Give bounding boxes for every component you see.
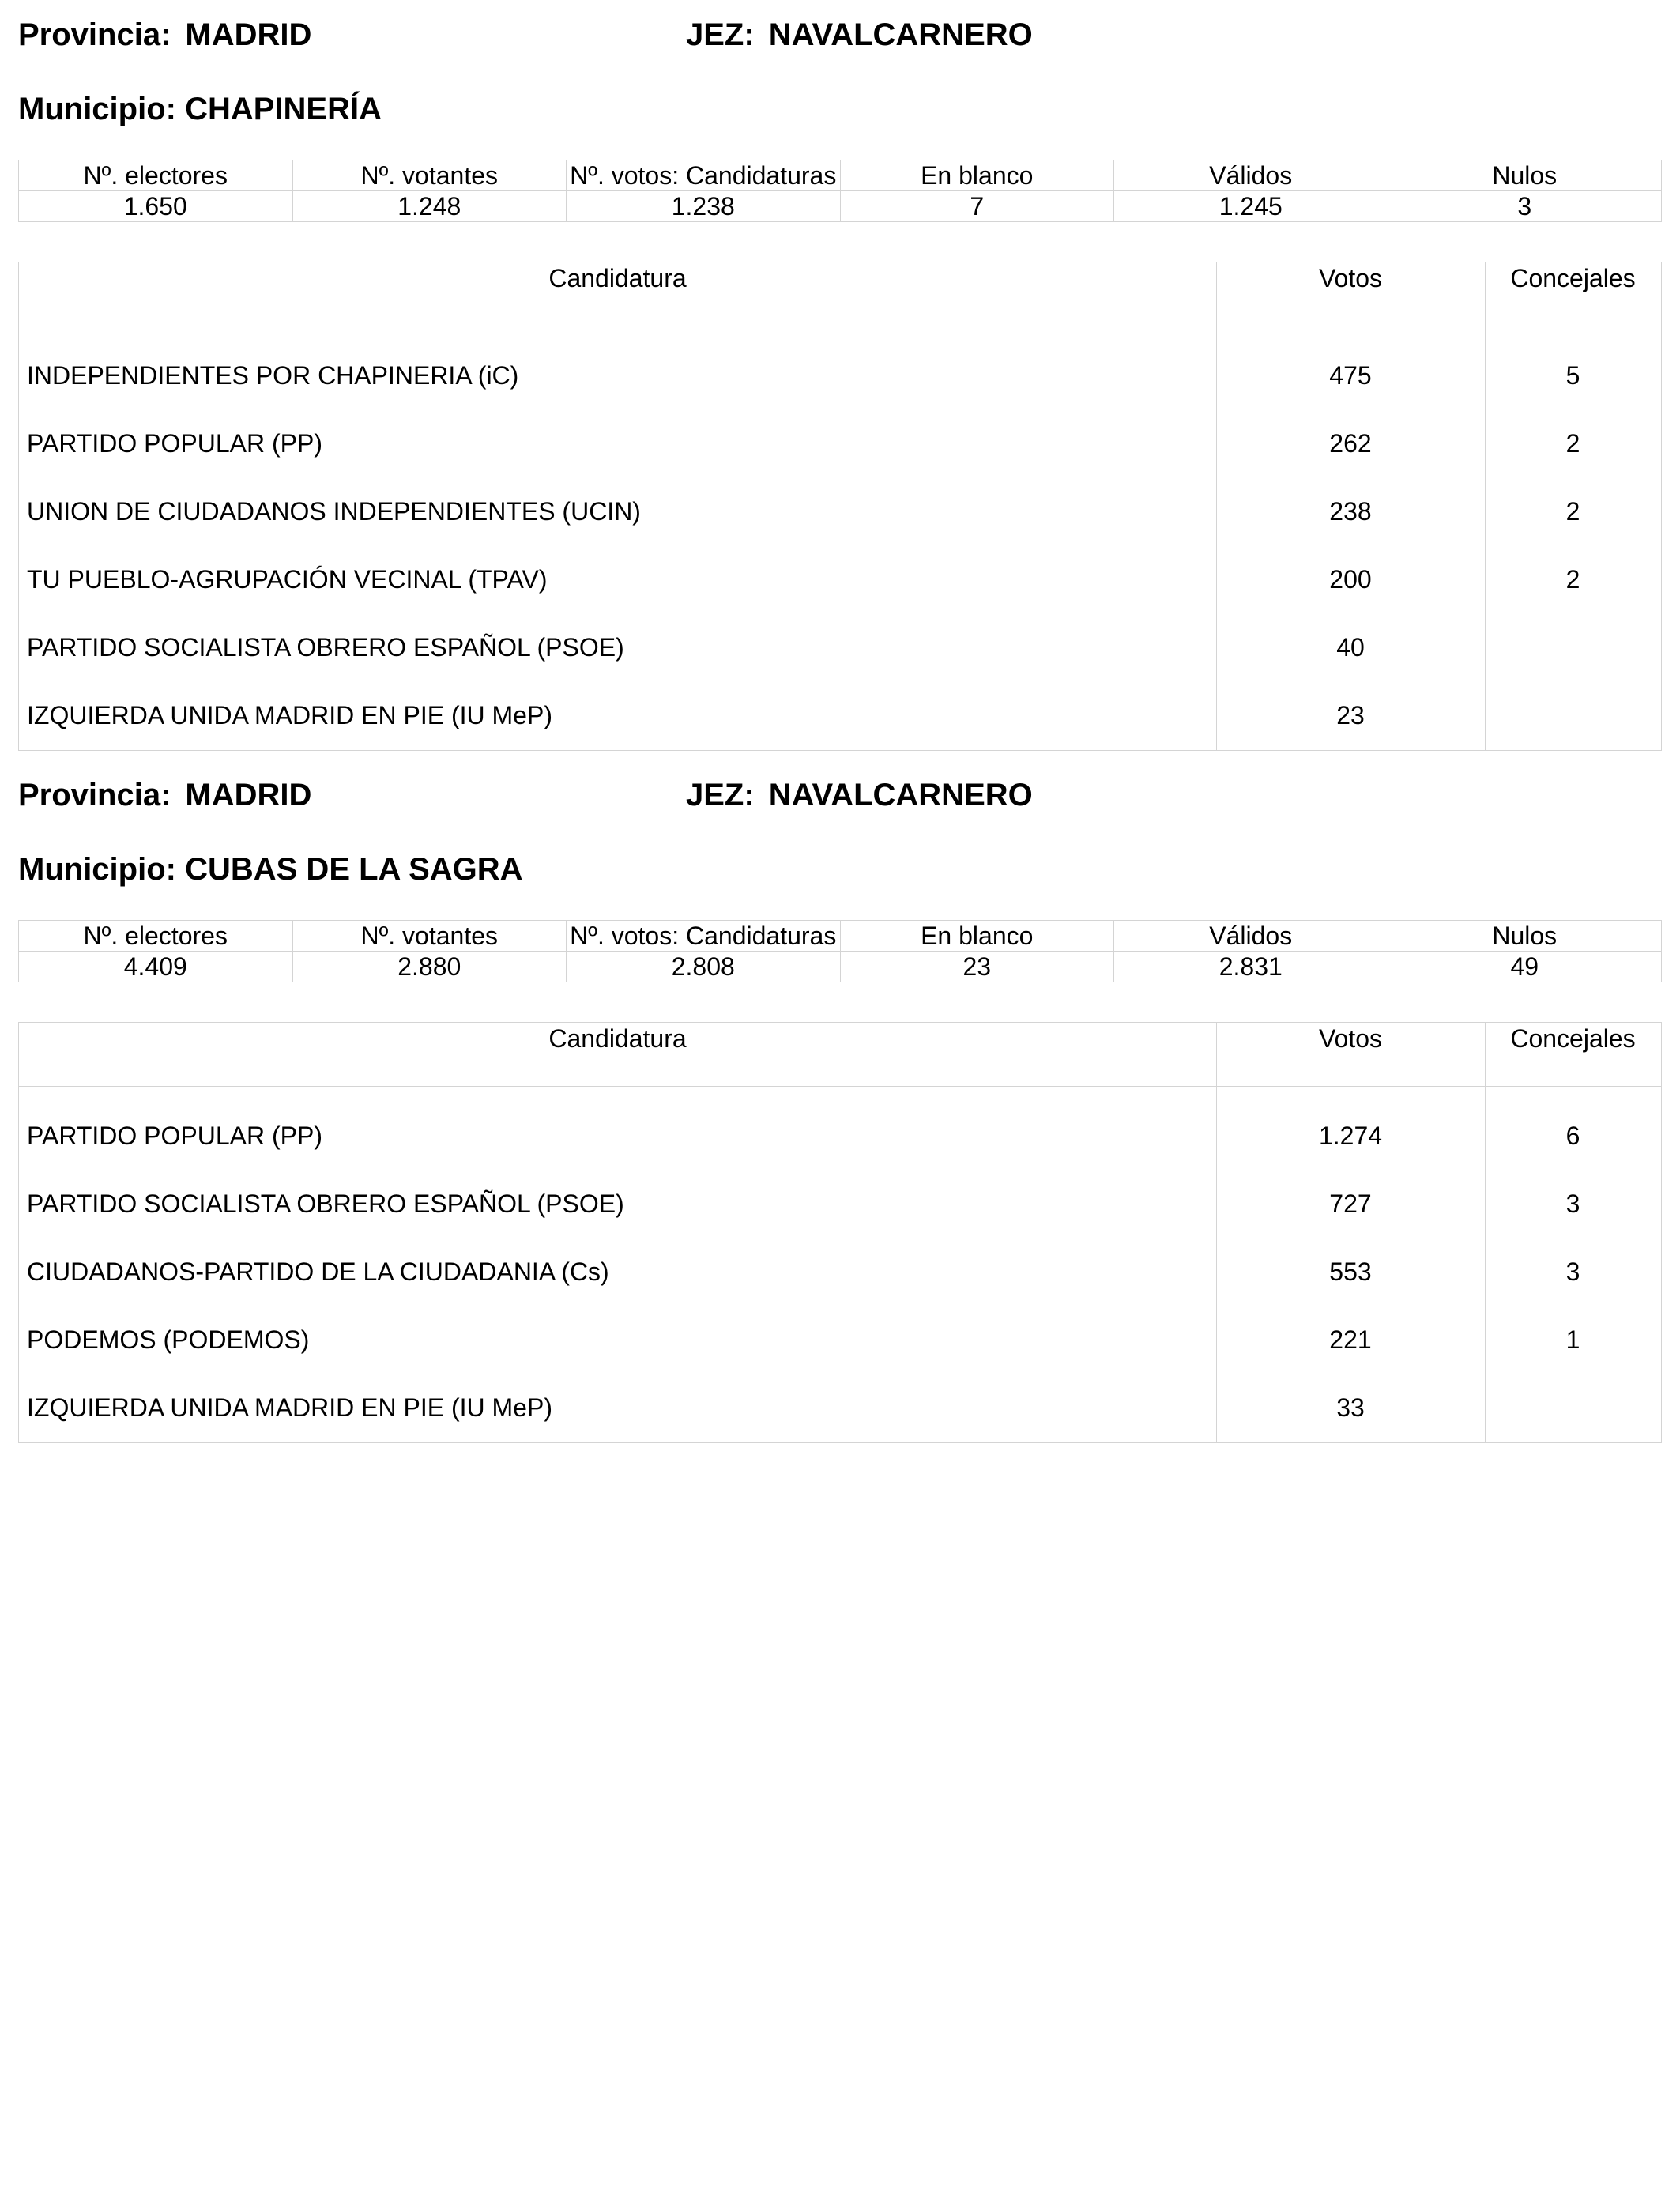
party-name: IZQUIERDA UNIDA MADRID EN PIE (IU MeP) [27, 1393, 552, 1422]
results-body [19, 1087, 1661, 1442]
stats-value-votos-candidaturas: 2.808 [567, 952, 841, 982]
party-votes: 727 [1329, 1189, 1372, 1218]
stats-header-row [19, 921, 1662, 952]
header-concejales: Concejales [1510, 1024, 1636, 1053]
party-votes: 40 [1336, 633, 1365, 662]
party-name: CIUDADANOS-PARTIDO DE LA CIUDADANIA (Cs) [27, 1257, 609, 1286]
table-row [19, 1238, 1661, 1306]
municipio-line [18, 854, 523, 885]
provincia-label: Provincia: [18, 17, 171, 52]
municipio-line [18, 93, 382, 125]
jez-value: NAVALCARNERO [768, 17, 1033, 52]
provincia-value: MADRID [185, 17, 312, 52]
table-row [19, 1103, 1661, 1171]
stats-value-validos: 2.831 [1114, 952, 1388, 982]
header-votos: Votos [1318, 264, 1383, 292]
party-name: PARTIDO POPULAR (PP) [27, 429, 322, 458]
party-name: PARTIDO SOCIALISTA OBRERO ESPAÑOL (PSOE) [27, 633, 624, 662]
stats-header-votos-candidaturas: Nº. votos: Candidaturas [567, 921, 841, 952]
party-name: TU PUEBLO-AGRUPACIÓN VECINAL (TPAV) [27, 565, 548, 594]
stats-header-electores: Nº. electores [19, 160, 293, 191]
party-votes: 200 [1329, 565, 1372, 594]
party-votes: 33 [1336, 1393, 1365, 1422]
stats-value-row [19, 191, 1662, 222]
table-row [19, 1171, 1661, 1238]
stats-value-nulos: 3 [1388, 191, 1662, 222]
table-row [19, 546, 1661, 614]
header-candidatura: Candidatura [548, 264, 687, 292]
stats-value-electores: 4.409 [19, 952, 293, 982]
provincia-line [18, 17, 1033, 52]
header-concejales: Concejales [1510, 264, 1636, 292]
party-seats: 2 [1565, 429, 1580, 458]
party-seats: 1 [1565, 1325, 1580, 1354]
party-name: PARTIDO POPULAR (PP) [27, 1122, 322, 1150]
stats-value-votos-candidaturas: 1.238 [567, 191, 841, 222]
stats-table [18, 160, 1662, 222]
jez-value: NAVALCARNERO [768, 778, 1033, 812]
results-body [19, 326, 1661, 750]
jez-label: JEZ: [686, 17, 755, 52]
stats-header-en-blanco: En blanco [840, 921, 1114, 952]
party-seats: 3 [1565, 1189, 1580, 1218]
party-seats: 2 [1565, 497, 1580, 526]
stats-value-votantes: 1.248 [292, 191, 567, 222]
stats-value-electores: 1.650 [19, 191, 293, 222]
stats-value-nulos: 49 [1388, 952, 1662, 982]
table-row [19, 614, 1661, 682]
table-row [19, 682, 1661, 750]
party-votes: 238 [1329, 497, 1372, 526]
table-row [19, 342, 1661, 410]
stats-header-electores: Nº. electores [19, 921, 293, 952]
jez-line [686, 19, 1033, 51]
party-seats: 6 [1565, 1122, 1580, 1150]
stats-table [18, 920, 1662, 982]
header-candidatura: Candidatura [548, 1024, 687, 1053]
stats-header-validos: Válidos [1114, 921, 1388, 952]
stats-value-votantes: 2.880 [292, 952, 567, 982]
party-votes: 1.274 [1318, 1122, 1383, 1150]
party-name: UNION DE CIUDADANOS INDEPENDIENTES (UCIN) [27, 497, 641, 526]
stats-value-en-blanco: 7 [840, 191, 1114, 222]
stats-value-validos: 1.245 [1114, 191, 1388, 222]
party-seats: 2 [1565, 565, 1580, 594]
party-name: INDEPENDIENTES POR CHAPINERIA (iC) [27, 361, 519, 390]
party-votes: 553 [1329, 1257, 1372, 1286]
stats-header-validos: Válidos [1114, 160, 1388, 191]
table-row [19, 410, 1661, 478]
stats-header-nulos: Nulos [1388, 160, 1662, 191]
jez-line [686, 779, 1033, 811]
party-votes: 23 [1336, 701, 1365, 729]
stats-header-votantes: Nº. votantes [292, 160, 567, 191]
party-seats: 5 [1565, 361, 1580, 390]
provincia-label: Provincia: [18, 778, 171, 812]
header-votos: Votos [1318, 1024, 1383, 1053]
stats-value-row [19, 952, 1662, 982]
party-name: IZQUIERDA UNIDA MADRID EN PIE (IU MeP) [27, 701, 552, 729]
party-votes: 262 [1329, 429, 1372, 458]
provincia-line [18, 778, 1033, 812]
jez-label: JEZ: [686, 778, 755, 812]
stats-header-nulos: Nulos [1388, 921, 1662, 952]
municipio-value: CHAPINERÍA [185, 92, 382, 126]
provincia-value: MADRID [185, 778, 312, 812]
table-row [19, 478, 1661, 546]
municipio-value: CUBAS DE LA SAGRA [185, 852, 523, 887]
results-table [18, 262, 1662, 751]
party-votes: 475 [1329, 361, 1372, 390]
party-name: PODEMOS (PODEMOS) [27, 1325, 310, 1354]
party-seats: 3 [1565, 1257, 1580, 1286]
stats-header-en-blanco: En blanco [840, 160, 1114, 191]
results-header-row [19, 262, 1661, 326]
municipio-label: Municipio: [18, 92, 176, 126]
stats-header-row [19, 160, 1662, 191]
table-row [19, 1306, 1661, 1374]
results-header-row [19, 1023, 1661, 1087]
municipio-label: Municipio: [18, 852, 176, 887]
stats-header-votos-candidaturas: Nº. votos: Candidaturas [567, 160, 841, 191]
stats-header-votantes: Nº. votantes [292, 921, 567, 952]
stats-value-en-blanco: 23 [840, 952, 1114, 982]
party-name: PARTIDO SOCIALISTA OBRERO ESPAÑOL (PSOE) [27, 1189, 624, 1218]
table-row [19, 1374, 1661, 1442]
results-table [18, 1022, 1662, 1443]
party-votes: 221 [1329, 1325, 1372, 1354]
